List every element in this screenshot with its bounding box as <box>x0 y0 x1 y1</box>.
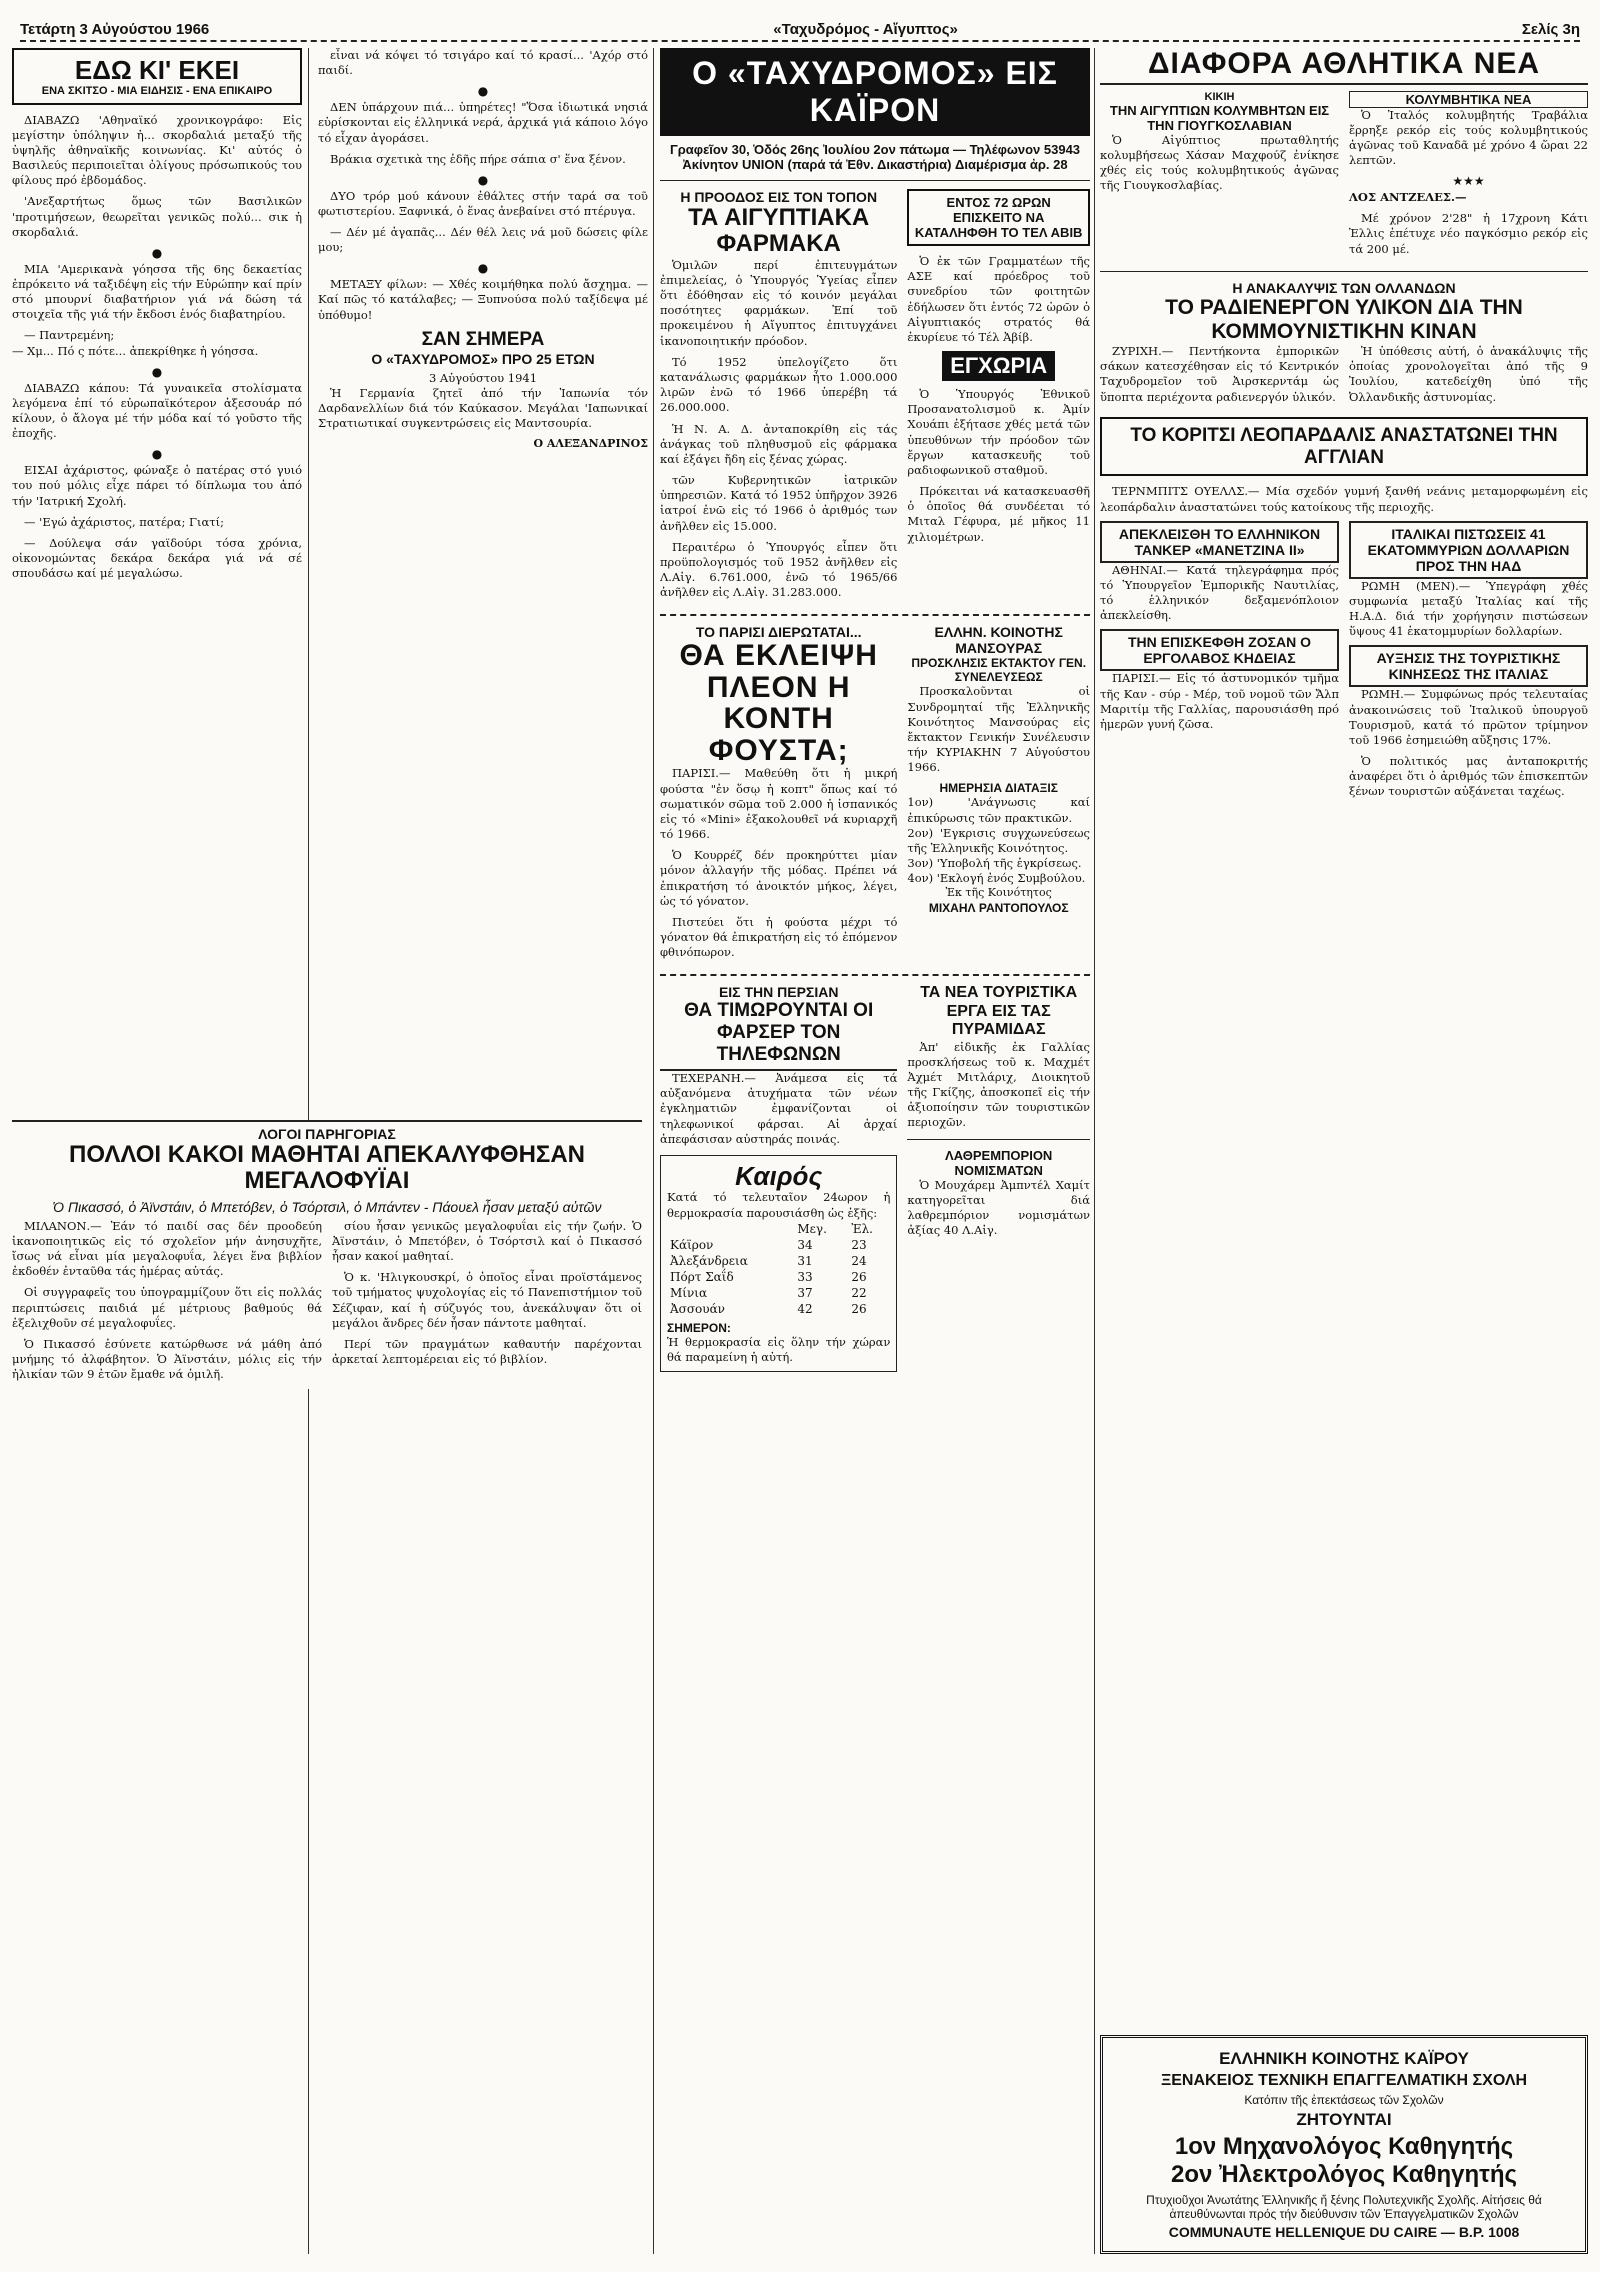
ad-community: ΕΛΛΗΝΙΚΗ ΚΟΙΝΟΤΗΣ ΚΑΪΡΟΥ <box>1219 2049 1469 2068</box>
weather-max: 37 <box>797 1285 813 1300</box>
weather-box <box>660 1155 897 1372</box>
article-kicker: ΤΟ ΠΑΡΙΣΙ ΔΙΕΡΩΤΑΤΑΙ... <box>695 624 862 641</box>
notice-signature-label: Ἐκ τῆς Κοινότητος <box>945 886 1052 900</box>
paragraph: Ἡ Γερμανία ζητεῖ ἀπό τήν Ἰαπωνία τόν Δαρδανελλίων διά τόν Καύκασον. Μεγάλαι 'Ιαπωνικαί Στρατιωτικαί συγκεντρώσεις εἰς Μαντσουρία. <box>318 385 648 431</box>
paragraph: ΑΘΗΝΑΙ.— Κατά τηλεγράφημα πρός τό Ὑπουργεῖον Ἐμπορικῆς Ναυτιλίας, τό ἑλληνικόν δεξαμενόπλοιον ἀπεκλείσθη. <box>1100 562 1339 623</box>
weather-row <box>667 1237 890 1253</box>
article-body <box>660 258 897 601</box>
article-kicker: ΚΙΚΙΗ <box>1204 90 1235 103</box>
notice-title: ΠΡΟΣΚΛΗΣΙΣ ΕΚΤΑΚΤΟΥ ΓΕΝ. ΣΥΝΕΛΕΥΣΕΩΣ <box>911 656 1087 685</box>
article-body <box>907 254 1090 345</box>
article-kicker: ΛΟΓΟΙ ΠΑΡΗΓΟΡΙΑΣ <box>258 1126 396 1142</box>
on-this-day-title: ΣΑΝ ΣΗΜΕΡΑ <box>421 328 545 350</box>
paragraph: 'Ανεξαρτήτως ὅμως τῶν Βασιλικῶν 'προτιμήσεων, θεωρεῖται γενικῶς πολύ... σικ ἡ σκορδαλιά. <box>12 194 302 239</box>
article-body <box>660 766 897 960</box>
column-misc <box>318 48 648 1092</box>
article-title: ΑΥΞΗΣΙΣ ΤΗΣ ΤΟΥΡΙΣΤΙΚΗΣ ΚΙΝΗΣΕΩΣ ΤΗΣ ΙΤΑΛΙΑΣ <box>1349 645 1588 687</box>
here-there-body <box>12 113 302 582</box>
article-body <box>1349 687 1588 799</box>
agenda-list <box>907 795 1090 886</box>
paragraph: σίου ἦσαν γενικῶς μεγαλοφυΐαι εἰς τήν ζωήν. Ὁ Ἀϊνστάιν, ὁ Μπετόβεν, ὁ Τσόρτσιλ καί ὁ Πικασσό ἦσαν κακοί μαθηταί. <box>332 1218 642 1264</box>
separator-star: ● <box>151 364 163 379</box>
article-title: ΕΝΤΟΣ 72 ΩΡΩΝ ΕΠΙΣΚΕΙΤΟ ΝΑ ΚΑΤΑΛΗΦΘΗ ΤΟ ΤΕΛ ΑΒΙΒ <box>914 195 1083 240</box>
paragraph: εἶναι νά κόψει τό τσιγάρο καί τό κρασί... 'Αχόρ στό παιδί. <box>318 48 648 78</box>
paragraph: — Παντρεμένη; — Χμ... Πό ς πότε... ἀπεκρίθηκε ἡ γόησσα. <box>12 328 259 358</box>
article-kicker: Η ΑΝΑΚΑΛΥΨΙΣ ΤΩΝ ΟΛΛΑΝΔΩΝ <box>1232 279 1456 296</box>
paragraph: Πρόκειται νά κατασκευασθῆ ὁ ὁποῖος θά συνδέεται τό Μιταλ Γέφυρα, μέ μῆκος 11 χιλιομέτρων. <box>907 484 1090 544</box>
article-title: ΤΑ ΑΙΓΥΠΤΙΑΚΑ ΦΑΡΜΑΚΑ <box>688 204 870 258</box>
ad-address: COMMUNAUTE HELLENIQUE DU CAIRE — B.P. 1008 <box>1168 2224 1520 2240</box>
paragraph: ΔΙΑΒΑΖΩ 'Αθηναϊκό χρονικογράφο: Εἰς μεγίστην ὑπόληψιν ἡ... σκορδαλιά μεταξύ τῆς ὑψηλῆς ἀθηναϊκῆς κοινωνίας. Κι' αὐτός ὁ Βασιλεύς περιποιεῖται ὀλίγους πρόσωπικούς του φίλους πρό ἐβδομάδος. <box>12 112 302 188</box>
separator-star: ● <box>151 447 163 462</box>
agenda-item: 4ον) 'Εκλογή ἐνός Συμβούλου. <box>907 871 1086 886</box>
article-title: ΘΑ ΕΚΛΕΙΨΗ ΠΛΕΟΝ Η ΚΟΝΤΗ ΦΟΥΣΤΑ; <box>679 639 878 767</box>
weather-min: 26 <box>851 1301 867 1316</box>
ad-wanted: ΖΗΤΟΥΝΤΑΙ <box>1296 2110 1392 2129</box>
paragraph: Πιστεύει ὅτι ἡ φούστα μέχρι τό γόνατον θά ἐπικρατήση εἰς τό ἑπόμενον φθινόπωρον. <box>660 914 898 960</box>
here-there-title: ΕΔΩ ΚΙ' ΕΚΕΙ <box>74 55 240 85</box>
ad-position: 2ον Ἠλεκτρολόγος Καθηγητής <box>1171 2161 1517 2188</box>
paragraph: Περαιτέρω ὁ Ὑπουργός εἶπεν ὅτι προϋπολογισμός τοῦ 1952 ἀνῆλθεν εἰς Λ.Αἰγ. 6.761.000, ἐνῶ τό 1965/66 ἀνῆλθεν εἰς Λ.Αἰγ. 31.283.000. <box>660 539 898 600</box>
article-body <box>12 1219 642 1389</box>
article-body <box>1100 671 1339 732</box>
column-signature: Ο ΑΛΕΞΑΝΔΡΙΝΟΣ <box>533 437 648 451</box>
article-body <box>1349 579 1588 640</box>
paragraph: Μέ χρόνον 2'28" ἡ 17χρονη Κάτι Ἐλλις ἐπέτυχε νέο παγκόσμιο ρεκόρ εἰς τά 200 μέ. <box>1349 211 1588 256</box>
article-body <box>1100 563 1339 624</box>
sports-section-title: ΔΙΑΦΟΡΑ ΑΘΛΗΤΙΚΑ ΝΕΑ <box>1100 48 1588 85</box>
weather-row <box>667 1285 890 1301</box>
paragraph: Ὁ Μουχάρεμ Ἀμπντέλ Χαμίτ κατηγορεῖται διά λαθρεμπόριον νομισμάτων ἀξίας 40 Λ.Αἰγ. <box>907 1177 1090 1238</box>
paragraph: Ὁ Πικασσό ἐσύνετε κατώρθωσε νά μάθη ἀπό μνήμης τό ἀλφάβητον. Ὁ Ἀϊνστάιν, μόλις εἰς τήν ἡλικίαν τῶν 9 ἐτῶν ἔμαθε νά ὁμιλῆ. <box>12 1336 322 1382</box>
agenda-item: 3ον) 'Υποβολή τῆς ἐγκρίσεως. <box>907 856 1082 871</box>
paragraph: τῶν Κυβερνητικῶν ἰατρικῶν ὑπηρεσιῶν. Κατά τό 1952 ὑπῆρχον 3926 ἰατροί ἐνῶ εἰς τό 1966 ὁ ἀριθμός των ἀνῆλθεν εἰς 15.000. <box>660 473 898 533</box>
dateline: ΛΟΣ ΑΝΤΖΕΛΕΣ.— <box>1349 190 1467 205</box>
paragraph: ΔΙΑΒΑΖΩ κάπου: Τά γυναικεῖα στολίσματα λεγόμενα ἐπί τό εὐρωπαϊκότερον ἀξεσουάρ πό κίλουν, ὁ ἄλογα μέ τήν μόδα καί τό γοῦστο τῆς ἐποχῆς. <box>12 380 302 441</box>
article-title: ΙΤΑΛΙΚΑΙ ΠΙΣΤΩΣΕΙΣ 41 ΕΚΑΤΟΜΜΥΡΙΩΝ ΔΟΛΛΑΡΙΩΝ ΠΡΟΣ ΤΗΝ ΗΑΔ <box>1349 521 1588 579</box>
paragraph: Ὁ Ἰταλός κολυμβητής Τραβάλια ἔρρηξε ρεκόρ εἰς τούς κολυμβητικούς ἀγῶνας τοῦ Καναδᾶ μέ χρόνο 4 ὥραι 22 λεπτῶν. <box>1349 107 1588 168</box>
article-title: ΚΟΛΥΜΒΗΤΙΚΑ ΝΕΑ <box>1349 91 1588 108</box>
paragraph: Ὁ Ὑπουργός Ἐθνικοῦ Προσανατολισμοῦ κ. Ἀμίν Χουάπι ἐξήτασε χθές μετά τῶν ὑπευθύνων τήν πρόοδον τῶν ἔργων κατασκευῆς τοῦ ραδιοφωνικοῦ σταθμοῦ. <box>907 387 1090 477</box>
column-center <box>660 48 1090 2254</box>
agenda-item: 2ον) 'Εγκρισις συγχωνεύσεως τῆς Ἑλληνικῆς Κοινότητος. <box>907 825 1090 855</box>
separator-star: ● <box>477 172 489 187</box>
article-body <box>1100 344 1588 411</box>
page-header <box>20 18 1580 42</box>
weather-max: 42 <box>797 1301 813 1316</box>
paragraph: Ἡ Ν. Α. Δ. ἀνταποκρίθη εἰς τάς ἀνάγκας τοῦ πληθυσμοῦ εἰς φάρμακα καί ἐξάγει ἤδη εἰς ξένας χώρας. <box>660 421 898 466</box>
column-sports-and-world <box>1100 48 1588 2254</box>
article-body <box>1349 108 1588 257</box>
school-advertisement <box>1100 2035 1588 2254</box>
address-line: Γραφεῖον 30, Ὁδός 26ης Ἰουλίου 2ον πάτωμα — Τηλέφωνον 53943 <box>669 142 1081 157</box>
paragraph: ΡΩΜΗ (ΜΕΝ).— Ὑπεγράφη χθές συμφωνία μεταξύ Ἰταλίας καί τῆς Η.Α.Δ. διά τήν χορήγησιν πιστώσεων ὕψους 41 ἑκατομμυρίων δολλαρίων. <box>1349 578 1588 639</box>
weather-city: Μίνια <box>670 1285 708 1300</box>
ad-position: 1ον Μηχανολόγος Καθηγητής <box>1174 2133 1514 2160</box>
paragraph: ΜΕΤΑΞΥ φίλων: — Χθές κοιμήθηκα πολύ ἄσχημα. — Καί πῶς τό κατάλαβες; — Ξυπνούσα πολύ ταξίδεψα μέ ὑπόθυμο! <box>318 277 648 322</box>
agenda-item: 1ον) 'Ανάγνωσις καί ἐπικύρωσις τῶν πρακτικῶν. <box>907 795 1090 825</box>
weather-min: 24 <box>851 1253 867 1268</box>
paragraph: ΜΙΑ 'Αμερικανὰ γόησσα τῆς 6ης δεκαετίας ἐπρόκειτο νά ταξιδέψη εἰς τήν Εὐρώπην καί πρίν στό μπουρνί διαβατήριον γιά νά δώση τά στοιχεῖα τῆς γιά τήν ἔκδοσι ἑνός διαβατηρίου. <box>12 261 302 322</box>
on-this-day-text <box>318 386 648 432</box>
article-title: ΤΑ ΝΕΑ ΤΟΥΡΙΣΤΙΚΑ ΕΡΓΑ ΕΙΣ ΤΑΣ ΠΥΡΑΜΙΔΑΣ <box>920 984 1078 1039</box>
weather-row <box>667 1269 890 1285</box>
article-title: ΘΑ ΤΙΜΩΡΟΥΝΤΑΙ ΟΙ ΦΑΡΣΕΡ ΤΟΝ ΤΗΛΕΦΩΝΩΝ <box>660 1000 897 1071</box>
section-local-news: ΕΓΧΩΡΙΑ <box>942 351 1055 381</box>
mansoura-notice <box>907 624 1090 966</box>
ad-requirements: Πτυχιοῦχοι Ἀνωτάτης Ἑλληνικῆς ἤ ξένης Πολυτεχνικῆς Σχολῆς. Αἰτήσεις θά ἀπευθύνωνται πρός τήν διεύθυνσιν τῶν Ἐπαγγελματικῶν Σχολῶν <box>1146 2193 1542 2221</box>
on-this-day-date: 3 Αὐγούστου 1941 <box>428 370 538 385</box>
weather-header-cell: Ἐλ. <box>851 1221 873 1236</box>
article-title: ΤΟ ΡΑΔΙΕΝΕΡΓΟΝ ΥΛΙΚΟΝ ΔΙΑ ΤΗΝ ΚΟΜΜΟΥΝΙΣΤΙΚΗΝ ΚΙΝΑΝ <box>1165 295 1523 343</box>
paragraph: Οἱ συγγραφεῖς του ὑπογραμμίζουν ὅτι εἰς πολλάς περιπτώσεις παιδιά μέ μέτριους βαθμούς θά ἐξελιχθοῦν σέ μεγαλοφυΐες. <box>12 1285 322 1330</box>
ad-school: ΞΕΝΑΚΕΙΟΣ ΤΕΧΝΙΚΗ ΕΠΑΓΓΕΛΜΑΤΙΚΗ ΣΧΟΛΗ <box>1160 2072 1528 2089</box>
weather-city: Ἀσσουάν <box>670 1301 725 1316</box>
misc-body <box>318 48 648 323</box>
here-there-subtitle: ΕΝΑ ΣΚΙΤΣΟ - ΜΙΑ ΕΙΔΗΣΙΣ - ΕΝΑ ΕΠΙΚΑΙΡΟ <box>41 84 273 97</box>
tel-aviv-box <box>907 189 1090 246</box>
issue-date: Τετάρτη 3 Αὐγούστου 1966 <box>20 20 210 38</box>
paragraph: — Δέν μέ ἀγαπᾶς... Δέν θέλ λεις νά μοῦ δώσεις φίλε μου; <box>318 225 648 255</box>
paragraph: ΔΕΝ ὑπάρχουν πιά... ὑπηρέτες! "Ὅσα ἰδιωτικά νησιά εὑρίσκονται εἰς ἑλληνικά νερά, ἀρχικά γιά κάποιο λόγο τό εἶχαν ἀγοράσει. <box>318 100 648 145</box>
weather-city: Κάϊρον <box>670 1237 714 1252</box>
article-title: ΤΟ ΚΟΡΙΤΣΙ ΛΕΟΠΑΡΔΑΛΙΣ ΑΝΑΣΤΑΤΩΝΕΙ ΤΗΝ ΑΓΓΛΙΑΝ <box>1130 424 1558 468</box>
paragraph: Βράκια σχετικὰ της ἐδῆς πήρε σάπια σ' ἕνα ξένον. <box>330 151 626 166</box>
paragraph: Προσκαλοῦνται οἱ Συνδρομηταί τῆς Ἑλληνικῆς Κοινότητος Μανσούρας εἰς ἔκτακτον Γενικήν Συνέλευσιν τήν ΚΥΡΙΑΚΗΝ 7 Αὐγούστου 1966. <box>907 684 1090 775</box>
weather-header-cell: Μεγ. <box>797 1221 827 1236</box>
weather-max: 33 <box>797 1269 813 1284</box>
weather-row <box>667 1253 890 1269</box>
notice-community: ΕΛΛΗΝ. ΚΟΙΝΟΤΗΣ ΜΑΝΣΟΥΡΑΣ <box>934 624 1063 657</box>
article-medicines <box>660 189 897 606</box>
address-line: Ἀκίνητον UNION (παρά τά Ἐθν. Δικαστήρια) Διαμέρισμα ἀρ. 28 <box>682 157 1068 172</box>
weather-max: 31 <box>797 1253 813 1268</box>
article-short-skirt <box>660 624 897 966</box>
paragraph: ΔΥΟ τρόρ μού κάνουν ἐθάλτες στήν ταρά σα τοῦ φωτιστερίου. Ξαφνικά, ὁ ἕνας ἀνεβαίνει στό πτέρυγα. <box>318 188 648 218</box>
notice-body <box>907 684 1090 775</box>
paragraph: Ὁ ἐκ τῶν Γραμματέων τῆς ΑΣΕ καί πρόεδρος τοῦ συνεδρίου τῶν φοιτητῶν ἐδήλωσεν ὅτι ἐντός 72 ὡρῶν ὁ Αἰγυπτιακός στρατός θά ἐκυρίευε τό Τέλ Ἀβίβ. <box>907 254 1090 344</box>
article-subtitle: Ὁ Πικασσό, ὁ Ἀϊνστάιν, ὁ Μπετόβεν, ὁ Τσόρτσιλ, ὁ Μπάντεν - Πάουελ ἦσαν μεταξύ αὐτῶν <box>52 1198 602 1215</box>
article-tanker <box>1100 521 1339 806</box>
column-rule <box>653 48 654 2254</box>
weather-max: 34 <box>797 1237 813 1252</box>
article-title: ΤΗΝ ΑΙΓΥΠΤΙΩΝ ΚΟΛΥΜΒΗΤΩΝ ΕΙΣ ΤΗΝ ΓΙΟΥΓΚΟΣΛΑΒΙΑΝ <box>1109 102 1330 133</box>
paragraph: ΤΕΧΕΡΑΝΗ.— Ἀνάμεσα εἰς τά αὐξανόμενα ἀτυχήματα τῶν νέων ἐγκληματιῶν ἐμφανίζονται οἱ τηλεφωνικοί φάρσαι. Αἱ ἀρχαί ἀπεφάσισαν αὐστηράς ποινάς. <box>660 1070 898 1146</box>
here-there-box <box>12 48 302 105</box>
weather-city: Πόρτ Σαΐδ <box>670 1269 734 1284</box>
article-body <box>1100 484 1588 514</box>
article-title: ΛΑΘΡΕΜΠΟΡΙΟΝ ΝΟΜΙΣΜΑΤΩΝ <box>945 1147 1053 1178</box>
separator-star: ● <box>151 245 163 260</box>
article-body <box>1100 133 1339 194</box>
weather-city: Ἀλεξάνδρεια <box>670 1253 748 1268</box>
weather-header-row <box>667 1221 890 1237</box>
column-rule <box>1094 48 1095 2254</box>
separator-star: ● <box>477 261 489 276</box>
paragraph: Ἡ ὑπόθεσις αὐτή, ὁ ἀνακάλυψις τῆς ὁποίας χρονολογεῖται ἀπό τῆς 9 Ἰουλίου, κατεδείχθη ὑπό τῆς Ὀλλανδικῆς ἀστυνομίας. <box>1349 343 1588 404</box>
column-center-right <box>907 189 1090 606</box>
article-body <box>907 1178 1090 1239</box>
article-body <box>660 1071 897 1147</box>
paragraph: — Δούλεψα σάν γαϊδούρι τόσα χρόνια, οἰκονομώντας δεκάρα δεκάρα γιά νά σέ σπουδάσω καί μέ μεγαλώσω. <box>12 535 302 581</box>
paragraph: Ἀπ' εἰδικῆς ἐκ Γαλλίας προσκλήσεως τοῦ κ. Μαχμέτ Ἀχμέτ Μιτλάριχ, Διοικητοῦ τῆς Γκίζης, ἀποσκοπεῖ εἰς τήν ἀξιοποίησιν τῶν τουριστικῶν περιοχῶν. <box>907 1039 1090 1130</box>
leopard-girl-box <box>1100 417 1588 477</box>
ad-intro: Κατόπιν τῆς ἐπεκτάσεως τῶν Σχολῶν <box>1244 2093 1444 2107</box>
weather-today-text: Ἡ θερμοκρασία εἰς ὅλην τήν χώραν θά παραμείνη ἡ αὐτή. <box>667 1334 891 1364</box>
article-title: ΑΠΕΚΛΕΙΣΘΗ ΤΟ ΕΛΛΗΝΙΚΟΝ ΤΑΝΚΕΡ «ΜΑΝΕΤΖΙΝΑ ΙΙ» <box>1100 521 1339 563</box>
separator-star: ★★★ <box>1452 174 1485 189</box>
weather-min: 22 <box>851 1285 867 1300</box>
column-center-right-bottom <box>907 984 1090 1380</box>
paragraph: — 'Εγώ ἀχάριστος, πατέρα; Γιατί; <box>24 514 224 529</box>
weather-header-cell <box>667 1221 794 1237</box>
weather-title: Καιρός <box>735 1160 823 1191</box>
paragraph: ΕΙΣΑΙ ἀχάριστος, φώναξε ὁ πατέρας στό γυιό του πού μόλις εἶχε πάρει τό δίπλωμα του ἀπό τήν 'Ιατρική Σχολή. <box>12 463 302 508</box>
notice-signature: ΜΙΧΑΗΛ ΡΑΝΤΟΠΟΥΛΟΣ <box>928 900 1069 915</box>
article-phone-pranks <box>660 984 897 1380</box>
paragraph: Τό 1952 ὑπελογίζετο ὅτι κατανάλωσις φαρμάκων ἦτο 1.000.000 λιρῶν ἐνῶ τό 1966 ὑπερέβη τά 26.000.000. <box>660 354 898 415</box>
weather-table <box>667 1221 890 1317</box>
paragraph: Ὁ κ. 'Ηλιγκουσκρί, ὁ ὁποῖος εἶναι προϊστάμενος τοῦ τμήματος ψυχολογίας εἰς τό Πανεπιστήμιον τοῦ Σέζιφαν, καί ἡ σύζυγός του, ἀνεκάλυψαν ὅτι οἱ μεγάλοι ἄνδρες δέν ἦσαν πάντοτε μαθηταί. <box>332 1270 642 1330</box>
article-title: ΠΟΛΛΟΙ ΚΑΚΟΙ ΜΑΘΗΤΑΙ ΑΠΕΚΑΛΥΦΘΗΣΑΝ ΜΕΓΑΛΟΦΥΪΑΙ <box>69 1141 585 1195</box>
masthead-banner: Ο «ΤΑΧΥΔΡΟΜΟΣ» ΕΙΣ ΚΑΪΡΟΝ <box>660 48 1090 136</box>
article-title: ΤΗΝ ΕΠΙΣΚΕΦΘΗ ΖΟΣΑΝ Ο ΕΡΓΟΛΑΒΟΣ ΚΗΔΕΙΑΣ <box>1100 629 1339 671</box>
paragraph: Ὁ πολιτικός μας ἀνταποκριτής ἀναφέρει ὅτι ὁ ἀριθμός τῶν ἐπισκεπτῶν ξένων τουριστῶν αὐξάνεται ταχέως. <box>1349 754 1588 799</box>
paragraph: ΠΑΡΙΣΙ.— Εἰς τό ἀστυνομικόν τμῆμα τῆς Καν - σύρ - Μέρ, τοῦ νομοῦ τῶν Ἄλπ Μαριτίμ τῆς Γαλλίας, παρουσιάσθη πρό ἡμερῶν γυνή ζῶσα. <box>1100 671 1339 731</box>
on-this-day-subtitle: Ο «ΤΑΧΥΔΡΟΜΟΣ» ΠΡΟ 25 ΕΤΩΝ <box>371 350 595 367</box>
paragraph: ΠΑΡΙΣΙ.— Μαθεύθη ὅτι ἡ μικρή φούστα "ἐν ὅσῳ ἡ κοπτ" ὅπως καί τό σωματικόν σῶμα τοῦ 2.000 ἡ ἱσπανικός εἰς τό «Mini» ἐξακολουθεῖ νά κυριαρχῆ τό 1966. <box>660 766 898 842</box>
article-bad-students <box>12 1120 642 2254</box>
paragraph: Ὁμιλῶν περί ἐπιτευγμάτων ἐπιμελείας, ὁ Ὑπουργός Ὑγείας εἶπεν ὅτι ἐδόθησαν εἰς τό κοινόν μεγάλαι ποσότητες φαρμάκων. Ἐπί τοῦ προκειμένου ἡ Αἴγυπτος ἐπιτυγχάνει ἱκανοποιητικήν πρόοδον. <box>660 257 898 348</box>
article-swimming-news <box>1349 91 1588 263</box>
weather-min: 23 <box>851 1237 867 1252</box>
article-italian-credits <box>1349 521 1588 806</box>
weather-intro: Κατά τό τελευταῖον 24ωρον ἡ θερμοκρασία παρουσιάσθη ὡς ἑξῆς: <box>667 1190 891 1220</box>
weather-min: 26 <box>851 1269 867 1284</box>
local-news-body <box>907 387 1090 545</box>
page-number: Σελίς 3η <box>1521 20 1580 38</box>
paper-name: «Ταχυδρόμος - Αἴγυπτος» <box>773 20 958 38</box>
weather-today-label: ΣΗΜΕΡΟΝ: <box>667 1320 731 1335</box>
article-kicker: Η ΠΡΟΟΔΟΣ ΕΙΣ ΤΟΝ ΤΟΠΟΝ <box>680 189 878 205</box>
article-kicker: ΕΙΣ ΤΗΝ ΠΕΡΣΙΑΝ <box>718 984 839 1001</box>
paragraph: ΖΥΡΙΧΗ.— Πεντήκοντα ἐμπορικῶν σάκων κατεσχέθησαν εἰς τό Κεντρικόν Ταχυδρομεῖον τοῦ Ἀιρσκερντάμ ὡς ὕποπτα περιέχοντα ραδιενεργόν ὑλικόν. <box>1100 343 1339 404</box>
article-body <box>907 1040 1090 1131</box>
paragraph: ΜΙΛΑΝΟΝ.— Ἐάν τό παιδί σας δέν προοδεύη ἱκανοποιητικῶς εἰς τό σχολεῖον μήν ἀνησυχῆτε, ἴσως νά εἶναι μία μεγαλοφυΐα, λέγει ἕνα βιβλίον ἐκδοθέν ἐνταῦθα τάς ἡμέρας αὐτάς. <box>12 1218 322 1279</box>
separator-star: ● <box>477 84 489 99</box>
paragraph: Ὁ Αἰγύπτιος πρωταθλητής κολυμβήσεως Χάσαν Μαχφούζ ἐνίκησε χθές εἰς τούς κολυμβητικούς ἀγῶνας τῆς Γιουγκοσλαβίας. <box>1100 132 1339 193</box>
agenda-title: ΗΜΕΡΗΣΙΑ ΔΙΑΤΑΞΙΣ <box>939 781 1058 796</box>
article-egyptian-swimmers <box>1100 91 1339 263</box>
paragraph: Περί τῶν πραγμάτων καθαυτήν παρέχονται ἀρκεταί λεπτομέρειαι εἰς τό βιβλίον. <box>332 1336 642 1367</box>
paragraph: Ὁ Κουρρέζ δέν προκηρύττει μίαν μόνον ἀλλαγήν τῆς μόδας. Πρέπει νά ἐπικρατήση τό ἀνοικτόν μήκος, λέγει, ὡς τό γόνατον. <box>660 848 898 908</box>
paragraph: ΤΕΡΝΜΠΙΤΣ ΟΥΕΛΛΣ.— Μία σχεδόν γυμνή ξανθή νεάνις μεταμορφωμένη εἰς λεοπάρδαλιν ἀναστατώνει τούς κατοίκους τῆς περιοχῆς. <box>1100 484 1588 514</box>
weather-row <box>667 1301 890 1317</box>
paragraph: ΡΩΜΗ.— Συμφώνως πρός τελευταίας ἀνακοινώσεις τοῦ Ἰταλικοῦ ὑπουργοῦ Τουρισμοῦ, κατά τό πρῶτον τρίμηνον τοῦ 1966 ἐσημειώθη αὔξησις 17%. <box>1349 687 1588 747</box>
